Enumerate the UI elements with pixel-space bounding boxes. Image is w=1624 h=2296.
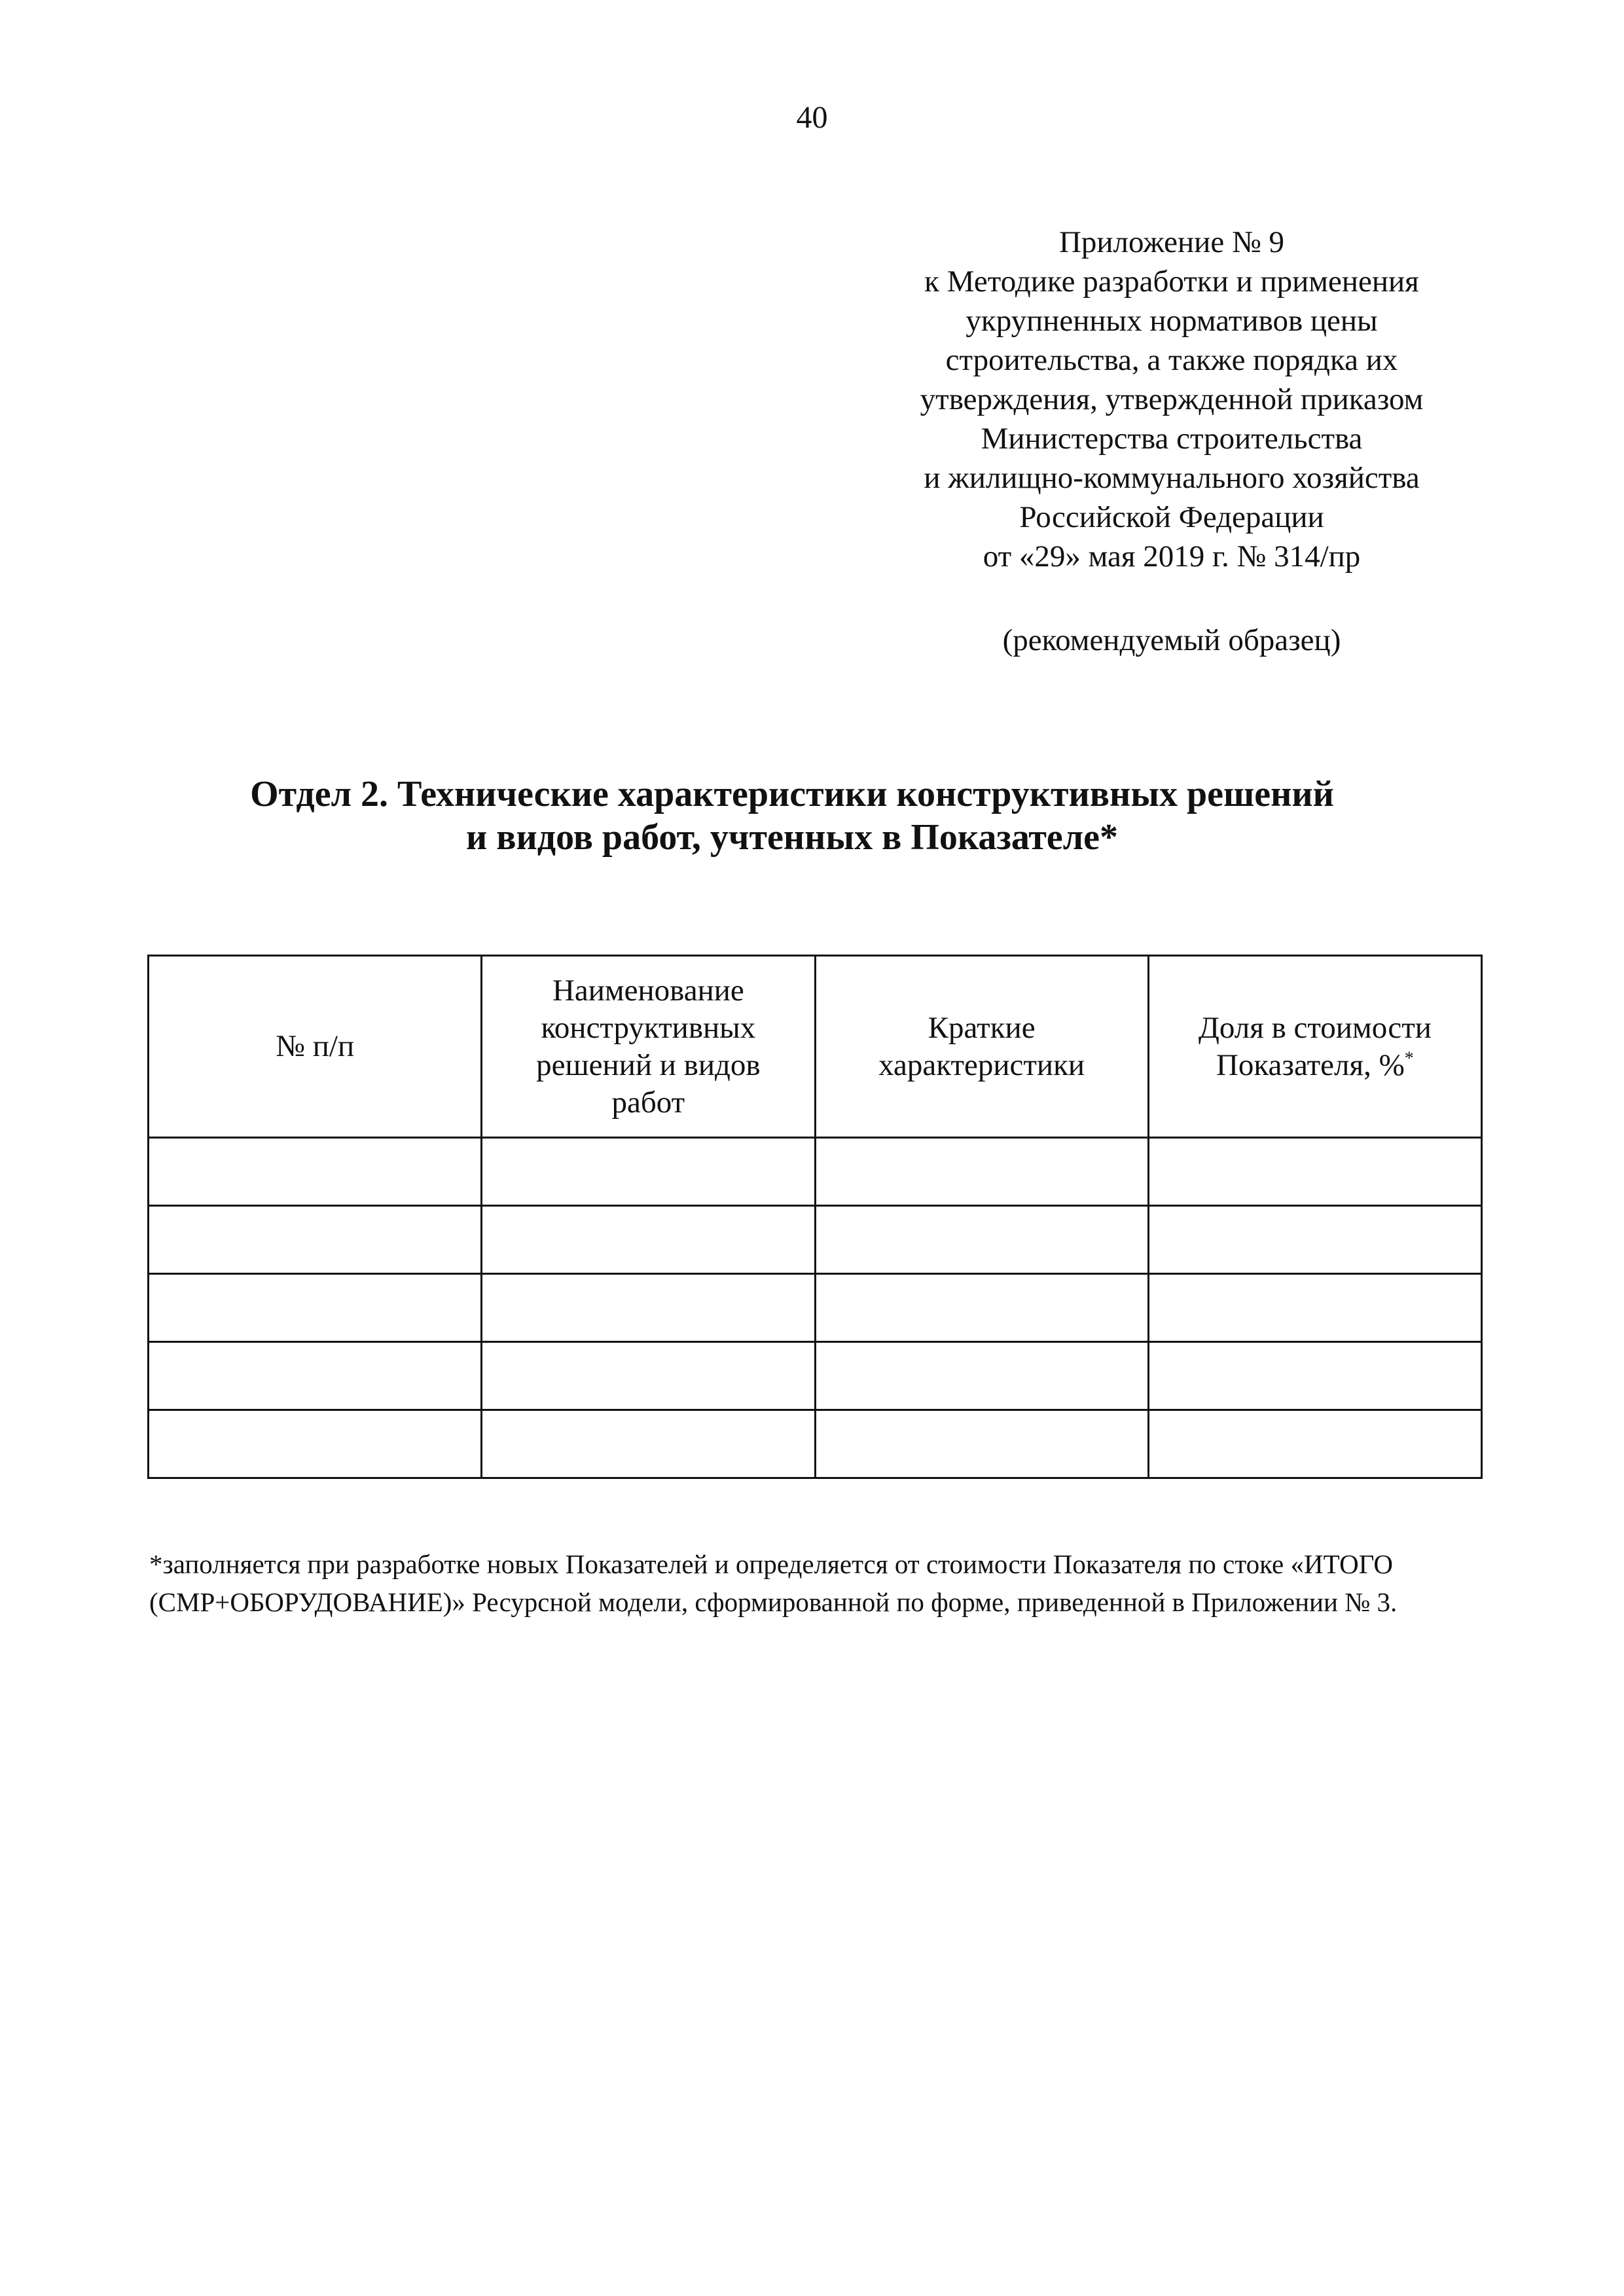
table-cell[interactable] <box>815 1274 1148 1342</box>
table-row <box>149 1206 1482 1274</box>
header-name-line-4: работ <box>611 1085 685 1120</box>
table-row <box>149 1138 1482 1206</box>
table-cell[interactable] <box>149 1138 482 1206</box>
sample-note: (рекомендуемый образец) <box>1002 623 1341 657</box>
table-cell[interactable] <box>149 1274 482 1342</box>
appendix-line: утверждения, утвержденной приказом <box>920 382 1424 416</box>
table-cell[interactable] <box>1148 1138 1481 1206</box>
table-cell[interactable] <box>1148 1342 1481 1410</box>
footnote <box>149 1545 1498 1621</box>
table-cell[interactable] <box>1148 1410 1481 1478</box>
appendix-line: к Методике разработки и применения <box>924 264 1419 299</box>
section-title-line-1: Отдел 2. Технические характеристики конструктивных решений <box>250 774 1334 814</box>
header-characteristics-line-1: Краткие <box>928 1010 1036 1045</box>
table-cell[interactable] <box>815 1342 1148 1410</box>
footnote-marker: * <box>1404 1048 1414 1068</box>
appendix-line: и жилищно-коммунального хозяйства <box>924 461 1420 495</box>
header-name-line-3: решений и видов <box>536 1048 761 1082</box>
footnote-line-1: *заполняется при разработке новых Показателей и определяется от стоимости Показателя по стоке «ИТОГО <box>149 1549 1393 1579</box>
header-cost-share <box>1148 956 1481 1138</box>
appendix-line: укрупненных нормативов цены <box>965 304 1378 338</box>
table-cell[interactable] <box>149 1206 482 1274</box>
header-cost-share-line-2: Показателя, % <box>1216 1048 1405 1082</box>
table-cell[interactable] <box>815 1138 1148 1206</box>
header-name <box>482 956 815 1138</box>
header-characteristics <box>815 956 1148 1138</box>
header-number-label: № п/п <box>276 1029 355 1063</box>
header-name-line-2: конструктивных <box>541 1010 756 1045</box>
page-number: 40 <box>796 100 828 135</box>
table-cell[interactable] <box>482 1274 815 1342</box>
table-row <box>149 1410 1482 1478</box>
table-cell[interactable] <box>482 1138 815 1206</box>
table-cell[interactable] <box>482 1206 815 1274</box>
table-cell[interactable] <box>1148 1206 1481 1274</box>
table-cell[interactable] <box>815 1410 1148 1478</box>
appendix-line: строительства, а также порядка их <box>945 343 1398 377</box>
appendix-header <box>871 223 1473 576</box>
table-row <box>149 1274 1482 1342</box>
appendix-line: Российской Федерации <box>1019 500 1324 534</box>
table-cell[interactable] <box>482 1342 815 1410</box>
footnote-line-2: (СМР+ОБОРУДОВАНИЕ)» Ресурсной модели, сформированной по форме, приведенной в Приложении № 3. <box>149 1587 1398 1617</box>
table-row <box>149 1342 1482 1410</box>
appendix-date-line: от «29» мая 2019 г. № 314/пр <box>983 539 1361 574</box>
appendix-line: Министерства строительства <box>981 422 1363 456</box>
table-cell[interactable] <box>149 1410 482 1478</box>
characteristics-table <box>147 955 1483 1479</box>
table-cell[interactable] <box>149 1342 482 1410</box>
appendix-title: Приложение № 9 <box>1058 225 1285 259</box>
table-cell[interactable] <box>815 1206 1148 1274</box>
table-header-row <box>149 956 1482 1138</box>
table-cell[interactable] <box>1148 1274 1481 1342</box>
section-title <box>151 773 1434 859</box>
table-cell[interactable] <box>482 1410 815 1478</box>
header-number <box>149 956 482 1138</box>
header-name-line-1: Наименование <box>552 973 744 1008</box>
section-title-line-2: и видов работ, учтенных в Показателе* <box>465 817 1119 858</box>
header-cost-share-line-1: Доля в стоимости <box>1198 1010 1432 1045</box>
header-characteristics-line-2: характеристики <box>878 1048 1085 1082</box>
